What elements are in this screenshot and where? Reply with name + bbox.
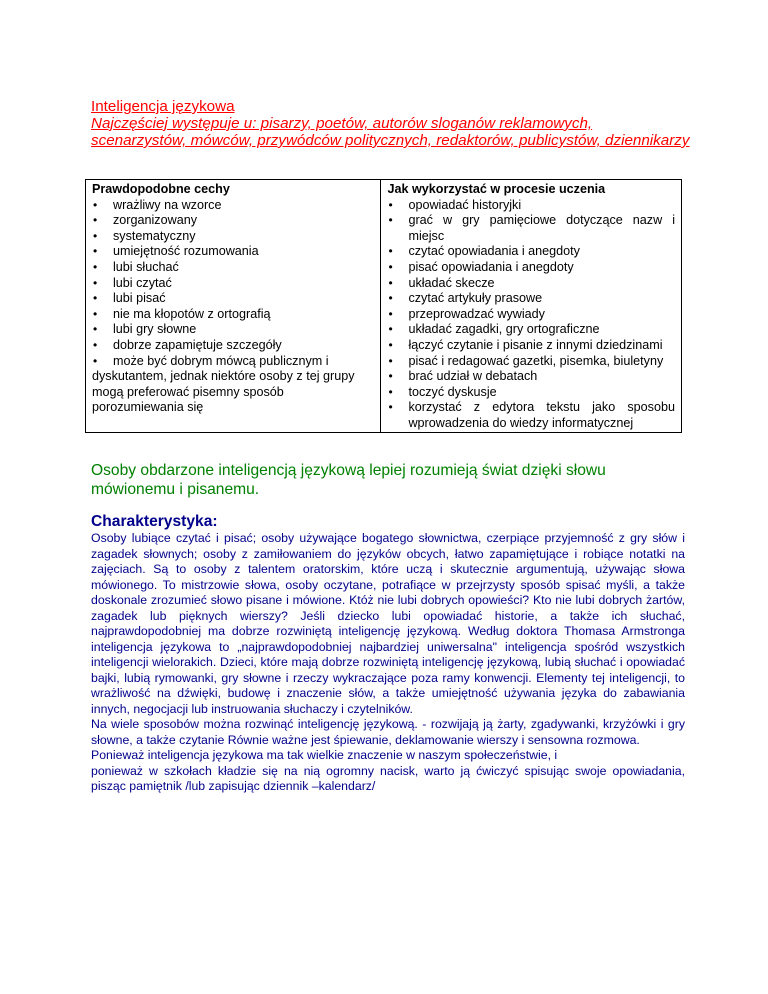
characteristics-paragraph: ponieważ w szkołach kładzie się na nią ogromny nacisk, warto ją ćwiczyć spisując swoje opowiadania, pisząc pamiętnik /lub zapisując dziennik –kalendarz/ bbox=[91, 763, 685, 793]
list-item: • systematyczny bbox=[92, 229, 374, 245]
list-item: • lubi czytać bbox=[92, 276, 374, 292]
characteristics-paragraph: Na wiele sposobów można rozwinąć inteligencję językową. - rozwijają ją żarty, zgadywanki, krzyżówki i gry słowne, a także czytanie Równie ważne jest śpiewanie, deklamowanie wierszy i sensowna rozmowa. bbox=[91, 717, 685, 747]
summary-text: Osoby obdarzone inteligencją językową lepiej rozumieją świat dzięki słowu mówionemu i pisanemu. bbox=[91, 462, 606, 498]
characteristics-body bbox=[91, 531, 685, 795]
traits-table bbox=[85, 179, 682, 433]
list-item: • zorganizowany bbox=[92, 213, 374, 229]
list-item: • układać skecze bbox=[387, 276, 675, 292]
list-item: • czytać opowiadania i anegdoty bbox=[387, 244, 675, 260]
traits-list bbox=[92, 198, 374, 370]
characteristics-heading: Charakterystyka: bbox=[91, 513, 218, 530]
traits-tail-text: dyskutantem, jednak niektóre osoby z tej grupy mogą preferować pisemny sposób porozumiewania się bbox=[92, 369, 355, 415]
characteristics-paragraph: Ponieważ inteligencja językowa ma tak wielkie znaczenie w naszym społeczeństwie, i bbox=[91, 748, 558, 762]
usage-list bbox=[387, 198, 675, 432]
traits-column bbox=[86, 180, 381, 433]
page-title: Inteligencja językowa bbox=[91, 98, 235, 115]
list-item: • grać w gry pamięciowe dotyczące nazw i miejsc bbox=[387, 213, 675, 244]
list-item: • korzystać z edytora tekstu jako sposobu wprowadzenia do wiedzy informatycznej bbox=[387, 400, 675, 431]
title-block bbox=[91, 98, 691, 149]
usage-header: Jak wykorzystać w procesie uczenia bbox=[387, 182, 606, 196]
list-item: • brać udział w debatach bbox=[387, 369, 675, 385]
page-subtitle: Najczęściej występuje u: pisarzy, poetów, autorów sloganów reklamowych, scenarzystów, mówców, przywódców politycznych, redaktorów, publicystów, dziennikarzy bbox=[91, 115, 690, 149]
list-item: • może być dobrym mówcą publicznym i bbox=[92, 354, 374, 370]
list-item: • lubi gry słowne bbox=[92, 322, 374, 338]
list-item: • lubi pisać bbox=[92, 291, 374, 307]
characteristics-paragraph: Osoby lubiące czytać i pisać; osoby używające bogatego słownictwa, czerpiące przyjemność z gry słów i zagadek słownych; osoby z zamiłowaniem do języków obcych, łatwo zapamiętujące i robiące notatki na zajęciach. Są to osoby z talentem oratorskim, które uczą i skutecznie argumentują, używając słowa mówionego. To mistrzowie słowa, osoby oczytane, potrafiące w przejrzysty sposób spisać myśli, a także doskonale zrozumieć słowo pisane i mówione. Któż nie lubi dobrych opowieści? Kto nie lubi dobrych żartów, zagadek lub pięknych wierszy? Jeśli dziecko lubi opowiadać historie, a także ich słuchać, najprawdopodobniej ma dobrze rozwiniętą inteligencję językową. Według doktora Thomasa Armstronga inteligencja językowa to „najprawdopodobniej najbardziej uniwersalna" inteligencja spośród wszystkich inteligencji wielorakich. Dzieci, które mają dobrze rozwiniętą inteligencję językową, lubią słuchać i opowiadać bajki, lubią rymowanki, gry słowne i rzeczy wykraczające poza ramy konwencji. Elementy tej inteligencji, to wrażliwość na dźwięki, budowę i znaczenie słów, a także umiejętność używania języka do zabawiania innych, negocjacji lub instruowania słuchaczy i czytelników. bbox=[91, 531, 685, 716]
list-item: • toczyć dyskusje bbox=[387, 385, 675, 401]
list-item: • lubi słuchać bbox=[92, 260, 374, 276]
list-item: • czytać artykuły prasowe bbox=[387, 291, 675, 307]
usage-column bbox=[381, 180, 682, 433]
list-item: • układać zagadki, gry ortograficzne bbox=[387, 322, 675, 338]
list-item: • dobrze zapamiętuje szczegóły bbox=[92, 338, 374, 354]
list-item: • pisać opowiadania i anegdoty bbox=[387, 260, 675, 276]
list-item: • wrażliwy na wzorce bbox=[92, 198, 374, 214]
traits-header: Prawdopodobne cechy bbox=[92, 182, 230, 196]
list-item: • przeprowadzać wywiady bbox=[387, 307, 675, 323]
list-item: • pisać i redagować gazetki, pisemka, biuletyny bbox=[387, 354, 675, 370]
list-item: • umiejętność rozumowania bbox=[92, 244, 374, 260]
list-item: • łączyć czytanie i pisanie z innymi dziedzinami bbox=[387, 338, 675, 354]
list-item: • nie ma kłopotów z ortografią bbox=[92, 307, 374, 323]
list-item: • opowiadać historyjki bbox=[387, 198, 675, 214]
